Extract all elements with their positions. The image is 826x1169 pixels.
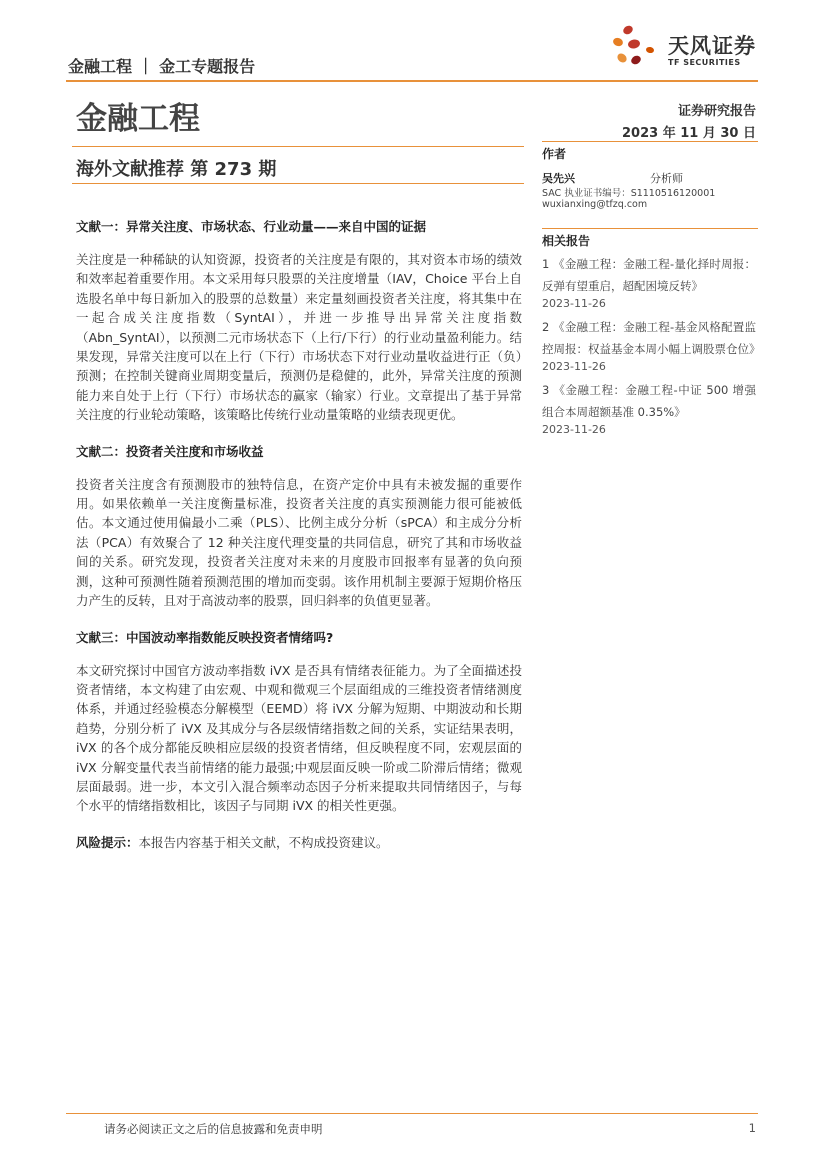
logo-name: 天风证券: [668, 34, 756, 58]
article-heading: 文献一：异常关注度、市场状态、行业动量——来自中国的证据: [76, 219, 427, 234]
author-label: 作者: [542, 147, 567, 161]
main-content: [76, 218, 522, 852]
author-certificate: SAC 执业证书编号：S1110516120001: [542, 188, 716, 199]
author-name: 吴先兴: [542, 172, 575, 185]
divider: [72, 146, 524, 147]
related-reports-list: [542, 253, 761, 436]
article-body: 投资者关注度含有预测股市的独特信息，在资产定价中具有未被发掘的重要作用。如果依赖单一关注度衡量标准，投资者关注度的真实预测能力很可能被低估。本文通过使用偏最小二乘（PLS）、比例主成分分析（sPCA）和主成分分析法（PCA）有效聚合了 12 种关注度代理变量的共同信息，研究了其和市场收益间的关系。研究发现，投资者关注度对未来的月度股市回报率有显著的负向预测，这种可预测性随着预测范围的增加而变弱。该作用机制主要源于短期价格压力产生的反转，且对于高波动率的股票，回归斜率的负值更显著。: [76, 476, 522, 609]
article-heading: 文献二：投资者关注度和市场收益: [76, 443, 264, 459]
related-report-date: 2023-11-26: [542, 297, 606, 310]
page-number: 1: [748, 1121, 756, 1135]
report-date: 2023 年 11 月 30 日: [622, 126, 756, 141]
related-reports-label: 相关报告: [542, 234, 591, 248]
footer-divider: [66, 1113, 758, 1114]
divider: [542, 141, 758, 142]
article-heading: 文献三：中国波动率指数能反映投资者情绪吗?: [76, 629, 334, 645]
section-title: 金融工程: [76, 101, 200, 137]
divider: [542, 228, 758, 229]
flower-logo-icon: [610, 20, 670, 76]
logo-subtitle: TF SECURITIES: [668, 58, 741, 67]
breadcrumb: 金融工程 ｜ 金工专题报告: [68, 57, 256, 76]
divider: [72, 183, 524, 184]
related-report-link[interactable]: 3 《金融工程：金融工程-中证 500 增强组合本周超额基准 0.35%》: [542, 383, 756, 419]
risk-label: 风险提示：: [76, 834, 139, 850]
author-role: 分析师: [650, 172, 683, 185]
footer-disclaimer: 请务必阅读正文之后的信息披露和免责申明: [104, 1122, 323, 1136]
report-title: 海外文献推荐 第 273 期: [76, 159, 277, 180]
related-report-date: 2023-11-26: [542, 360, 606, 373]
report-type: 证券研究报告: [677, 104, 756, 119]
related-report-date: 2023-11-26: [542, 423, 606, 436]
risk-text: 本报告内容基于相关文献，不构成投资建议。: [138, 834, 389, 850]
risk-warning: [76, 834, 522, 852]
article-body: 本文研究探讨中国官方波动率指数 iVX 是否具有情绪表征能力。为了全面描述投资者情绪，本文构建了由宏观、中观和微观三个层面组成的三维投资者情绪测度体系，并通过经验模态分解模型（EEMD）将 iVX 分解为短期、中期波动和长期趋势，分别分析了 iVX 及其成分与各层级情绪指数之间的关系，实证结果表明，iVX 的各个成分都能反映相应层级的投资者情绪，但反映程度不同，宏观层面的 iVX 分解变量代表当前情绪的能力最强;中观层面反映一阶或二阶滞后情绪；微观层面最弱。进一步，本文引入混合频率动态因子分析来提取共同情绪因子，与每个水平的情绪指数相比，该因子与同期 iVX 的相关性更强。: [76, 662, 522, 814]
related-report-link[interactable]: 2 《金融工程：金融工程-基金风格配置监控周报：权益基金本周小幅上调股票仓位》: [542, 320, 761, 356]
article-body: 关注度是一种稀缺的认知资源，投资者的关注度是有限的，其对资本市场的绩效和效率起着重要作用。本文采用每只股票的关注度增量（IAV，Choice 平台上自选股名单中每日新加入的股票的总数量）来定量刻画投资者关注度，将其集中在一起合成关注度指数（SyntAI），并进一步推导出异常关注度指数（Abn_SyntAI），以预测二元市场状态下（上行/下行）的行业动量盈利能力。结果发现，异常关注度可以在上行（下行）市场状态下对行业动量收益进行正（负）预测；在控制关键商业周期变量后，预测仍是稳健的，此外，异常关注度的预测能力来自处于上行（下行）市场状态的赢家（输家）行业。文章提出了基于异常关注度的行业轮动策略，该策略比传统行业动量策略的业绩表现更优。: [76, 252, 522, 423]
header-divider: [66, 80, 758, 82]
author-email[interactable]: wuxianxing@tfzq.com: [542, 199, 648, 210]
related-report-link[interactable]: 1 《金融工程：金融工程-量化择时周报：反弹有望重启，超配困境反转》: [542, 257, 756, 293]
